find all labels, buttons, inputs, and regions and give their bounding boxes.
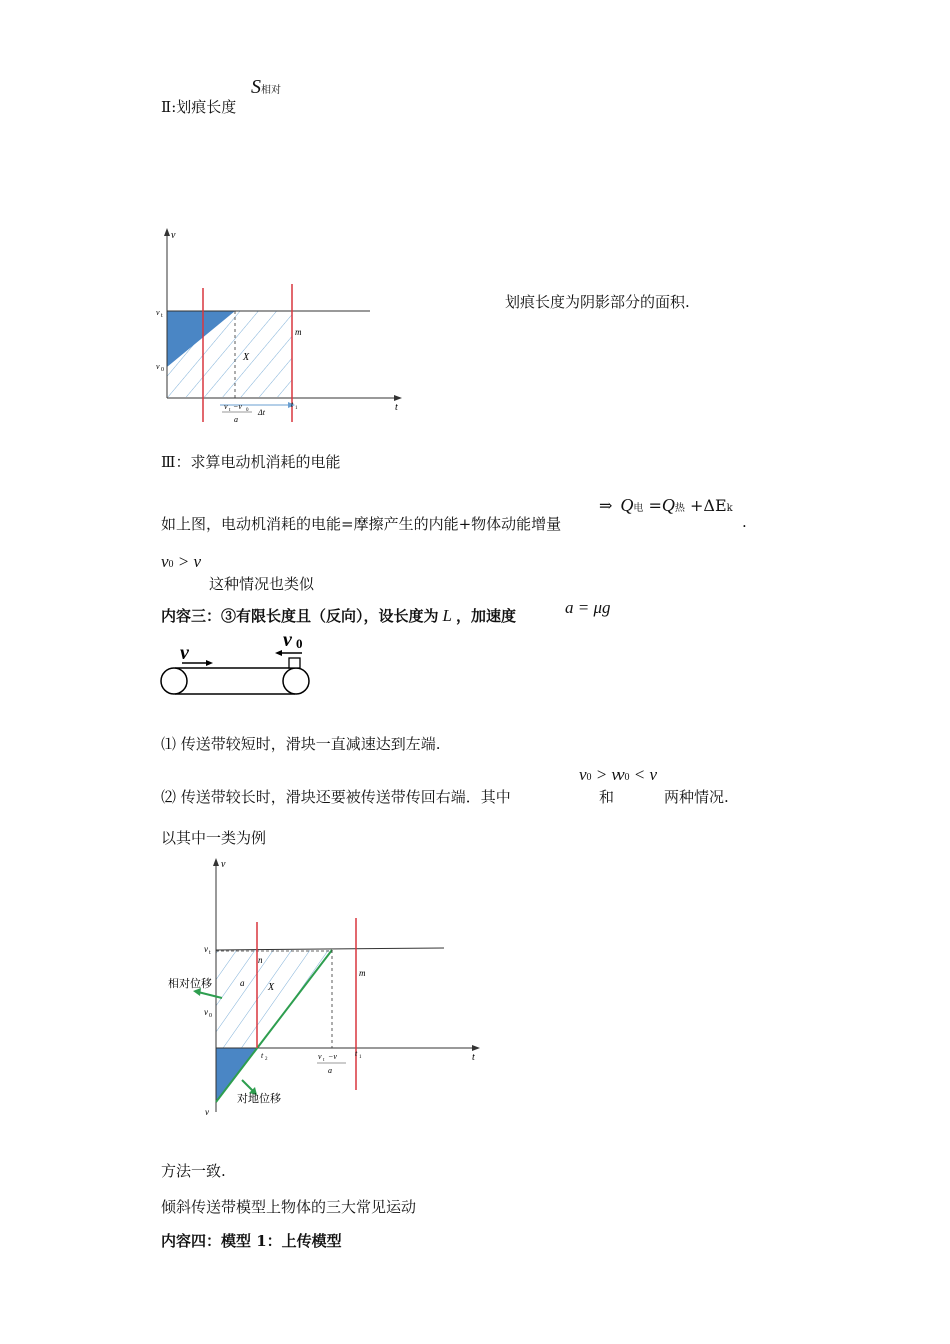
graph1-y-label: v xyxy=(171,230,176,241)
graph2-t1-label: t xyxy=(355,1049,358,1058)
graph1-frac-den: a xyxy=(234,415,238,424)
content-3-heading: 内容三：③有限长度且（反向），设长度为 L ，加速度 xyxy=(161,606,516,625)
graph2-n-label: n xyxy=(258,955,263,965)
section-3-heading: Ⅲ：求算电动机消耗的电能 xyxy=(161,453,341,471)
left-roller xyxy=(161,668,187,694)
graph1-x-area-label: X xyxy=(243,352,250,363)
svg-text:0: 0 xyxy=(296,636,303,651)
graph2-vt-tick: v xyxy=(204,944,208,954)
graph2-a-label: a xyxy=(240,978,245,988)
svg-text:−v: −v xyxy=(328,1052,337,1061)
graph1-frac-num: v xyxy=(224,402,228,411)
graph1-t1-label: t xyxy=(291,400,294,409)
case-2-cond2: v0 < v xyxy=(617,765,658,784)
svg-text:0: 0 xyxy=(246,408,249,413)
graph1-vt-tick: v xyxy=(156,308,160,317)
right-roller xyxy=(283,668,309,694)
graph2-x-label: t xyxy=(472,1052,475,1063)
svg-text:2: 2 xyxy=(265,1057,268,1062)
graph2-t2-label: t xyxy=(261,1051,264,1060)
velocity-time-graph-2 xyxy=(160,850,490,1125)
graph2-frac-num: v xyxy=(318,1052,322,1061)
case-2-tail: 两种情况. xyxy=(664,788,729,806)
velocity-time-graph-1 xyxy=(150,222,410,432)
slider-block xyxy=(289,658,300,668)
section-2-heading: Ⅱ:划痕长度 xyxy=(161,98,237,116)
method-text: 方法一致. xyxy=(161,1162,226,1180)
case-2-text: ⑵ 传送带较长时，滑块还要被传送带传回右端．其中 xyxy=(161,788,511,806)
energy-period: . xyxy=(742,513,747,531)
belt-v-label: v xyxy=(180,642,189,664)
svg-text:1: 1 xyxy=(295,406,298,411)
graph1-v0-tick: v xyxy=(156,362,160,371)
relative-displacement-label: 相对位移 xyxy=(168,978,212,990)
graph2-x-area-label: X xyxy=(268,982,275,993)
conveyor-belt-diagram xyxy=(155,628,320,703)
graph2-m-label: m xyxy=(359,968,366,978)
case-1-text: ⑴ 传送带较短时，滑块一直减速达到左端. xyxy=(161,735,441,753)
svg-text:0: 0 xyxy=(161,367,164,373)
graph2-v0-tick: v xyxy=(204,1007,208,1017)
energy-formula: ⇒ Q电 =Q热 +ΔEk xyxy=(599,495,733,515)
energy-text: 如上图，电动机消耗的电能=摩擦产生的内能+物体动能增量 xyxy=(161,515,562,533)
s-relative-symbol: S相对 xyxy=(251,76,281,98)
graph1-delta-t: Δt xyxy=(258,408,265,417)
svg-text:t: t xyxy=(323,1058,325,1063)
incline-text: 倾斜传送带模型上物体的三大常见运动 xyxy=(161,1198,417,1216)
graph2-v-tick: v xyxy=(205,1107,209,1117)
graph1-note: 划痕长度为阴影部分的面积. xyxy=(505,293,690,311)
block-v0-label: v xyxy=(283,629,292,651)
svg-text:0: 0 xyxy=(209,1013,212,1019)
svg-text:t: t xyxy=(229,408,231,413)
case-2-and: 和 xyxy=(599,788,615,806)
content-4-heading: 内容四：模型 1：上传模型 xyxy=(161,1232,342,1250)
graph2-y-label: v xyxy=(221,859,226,870)
similar-text: 这种情况也类似 xyxy=(209,575,315,593)
case-2-cond1: v0 > v xyxy=(579,765,620,784)
graph2-frac-den: a xyxy=(328,1066,332,1075)
hatched-area xyxy=(216,950,332,1048)
v0-gt-v: v0 > v xyxy=(161,552,202,571)
graph1-m-label: m xyxy=(295,327,302,337)
svg-text:t: t xyxy=(161,313,163,319)
belt-velocity-line xyxy=(216,948,444,950)
svg-text:t: t xyxy=(209,950,211,956)
acceleration-formula: a = μg xyxy=(565,598,611,617)
svg-text:1: 1 xyxy=(359,1055,362,1060)
ground-displacement-label: 对地位移 xyxy=(237,1093,281,1105)
example-text: 以其中一类为例 xyxy=(161,829,267,847)
graph1-x-label: t xyxy=(395,402,398,413)
svg-text:−v: −v xyxy=(233,402,242,411)
